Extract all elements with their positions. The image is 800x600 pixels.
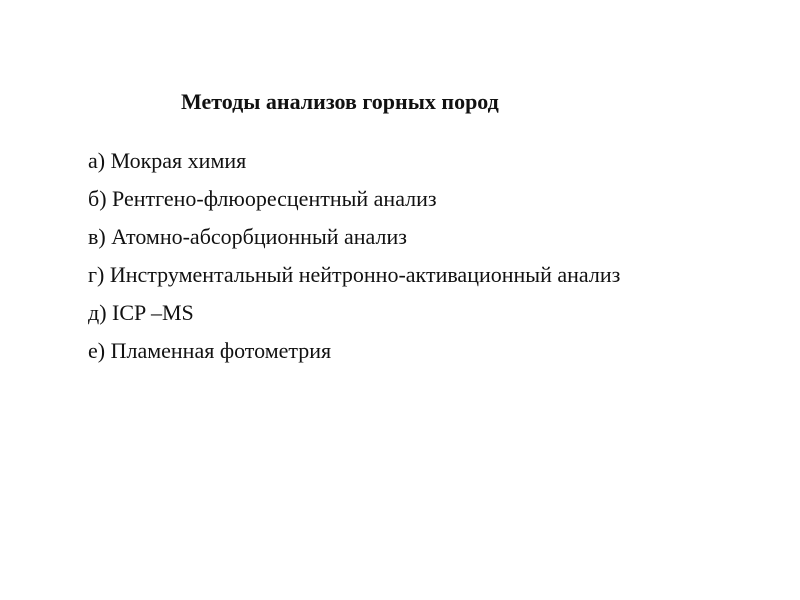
slide-title: Методы анализов горных пород bbox=[181, 89, 499, 114]
list-item: в) Атомно-абсорбционный анализ bbox=[88, 224, 407, 249]
list-item: б) Рентгено-флюоресцентный анализ bbox=[88, 186, 437, 211]
list-item: д) ICP –MS bbox=[88, 300, 194, 325]
list-item: е) Пламенная фотометрия bbox=[88, 338, 332, 363]
methods-list bbox=[88, 142, 620, 370]
list-item: г) Инструментальный нейтронно-активационный анализ bbox=[88, 262, 621, 287]
list-item: а) Мокрая химия bbox=[88, 148, 247, 173]
